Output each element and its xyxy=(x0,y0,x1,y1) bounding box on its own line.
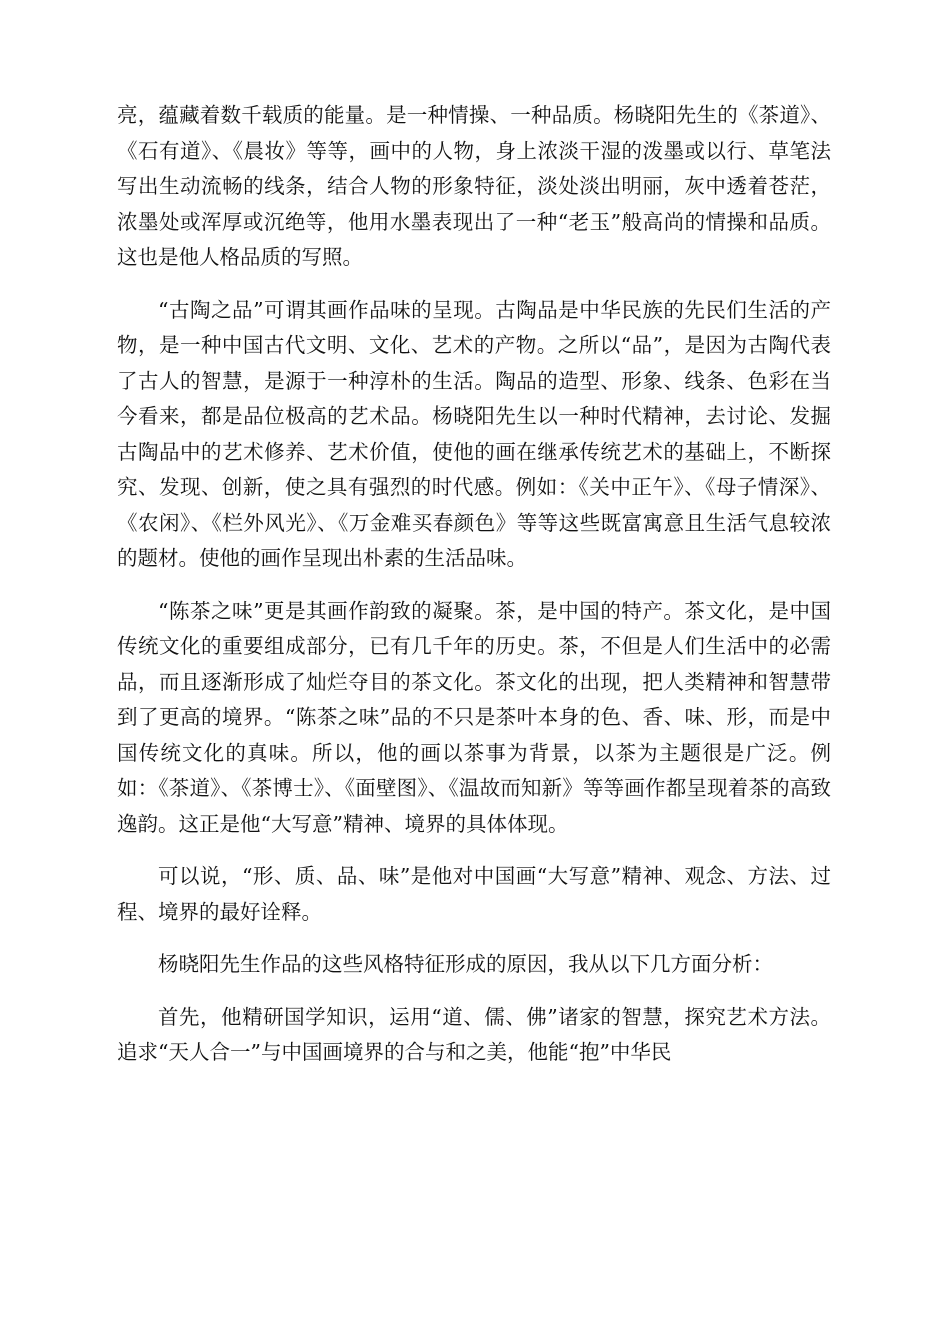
paragraph-1: 亮，蕴藏着数千载质的能量。是一种情操、一种品质。杨晓阳先生的《茶道》、《石有道》、《晨妆》等等，画中的人物，身上浓淡干湿的泼墨或以行、草笔法写出生动流畅的线条，结合人物的形象特征，淡处淡出明丽，灰中透着苍茫，浓墨处或浑厚或沉绝等，他用水墨表现出了一种“老玉”般高尚的情操和品质。这也是他人格品质的写照。 xyxy=(117,103,831,269)
paragraph-6: 首先，他精研国学知识，运用“道、儒、佛”诸家的智慧，探究艺术方法。追求“天人合一”与中国画境界的合与和之美，他能“抱”中华民 xyxy=(117,1004,831,1064)
paragraph-3: “陈茶之味”更是其画作韵致的凝聚。茶，是中国的特产。茶文化，是中国传统文化的重要组成部分，已有几千年的历史。茶，不但是人们生活中的必需品，而且逐渐形成了灿烂夺目的茶文化。茶文化的出现，把人类精神和智慧带到了更高的境界。“陈茶之味”品的不只是茶叶本身的色、香、味、形，而是中国传统文化的真味。所以，他的画以茶事为背景，以茶为主题很是广泛。例如：《茶道》、《茶博士》、《面壁图》、《温故而知新》等等画作都呈现着茶的高致逸韵。这正是他“大写意”精神、境界的具体体现。 xyxy=(117,598,831,836)
paragraph-2: “古陶之品”可谓其画作品味的呈现。古陶品是中华民族的先民们生活的产物，是一种中国古代文明、文化、艺术的产物。之所以“品”，是因为古陶代表了古人的智慧，是源于一种淳朴的生活。陶品的造型、形象、线条、色彩在当今看来，都是品位极高的艺术品。杨晓阳先生以一种时代精神，去讨论、发掘古陶品中的艺术修养、艺术价值，使他的画在继承传统艺术的基础上，不断探究、发现、创新，使之具有强烈的时代感。例如：《关中正午》、《母子情深》、《农闲》、《栏外风光》、《万金难买春颜色》等等这些既富寓意且生活气息较浓的题材。使他的画作呈现出朴素的生活品味。 xyxy=(117,297,831,570)
document-page xyxy=(117,98,831,1088)
paragraph-4: 可以说，“形、质、品、味”是他对中国画“大写意”精神、观念、方法、过程、境界的最好诠释。 xyxy=(117,864,831,924)
paragraph-5: 杨晓阳先生作品的这些风格特征形成的原因，我从以下几方面分析： xyxy=(158,952,773,976)
